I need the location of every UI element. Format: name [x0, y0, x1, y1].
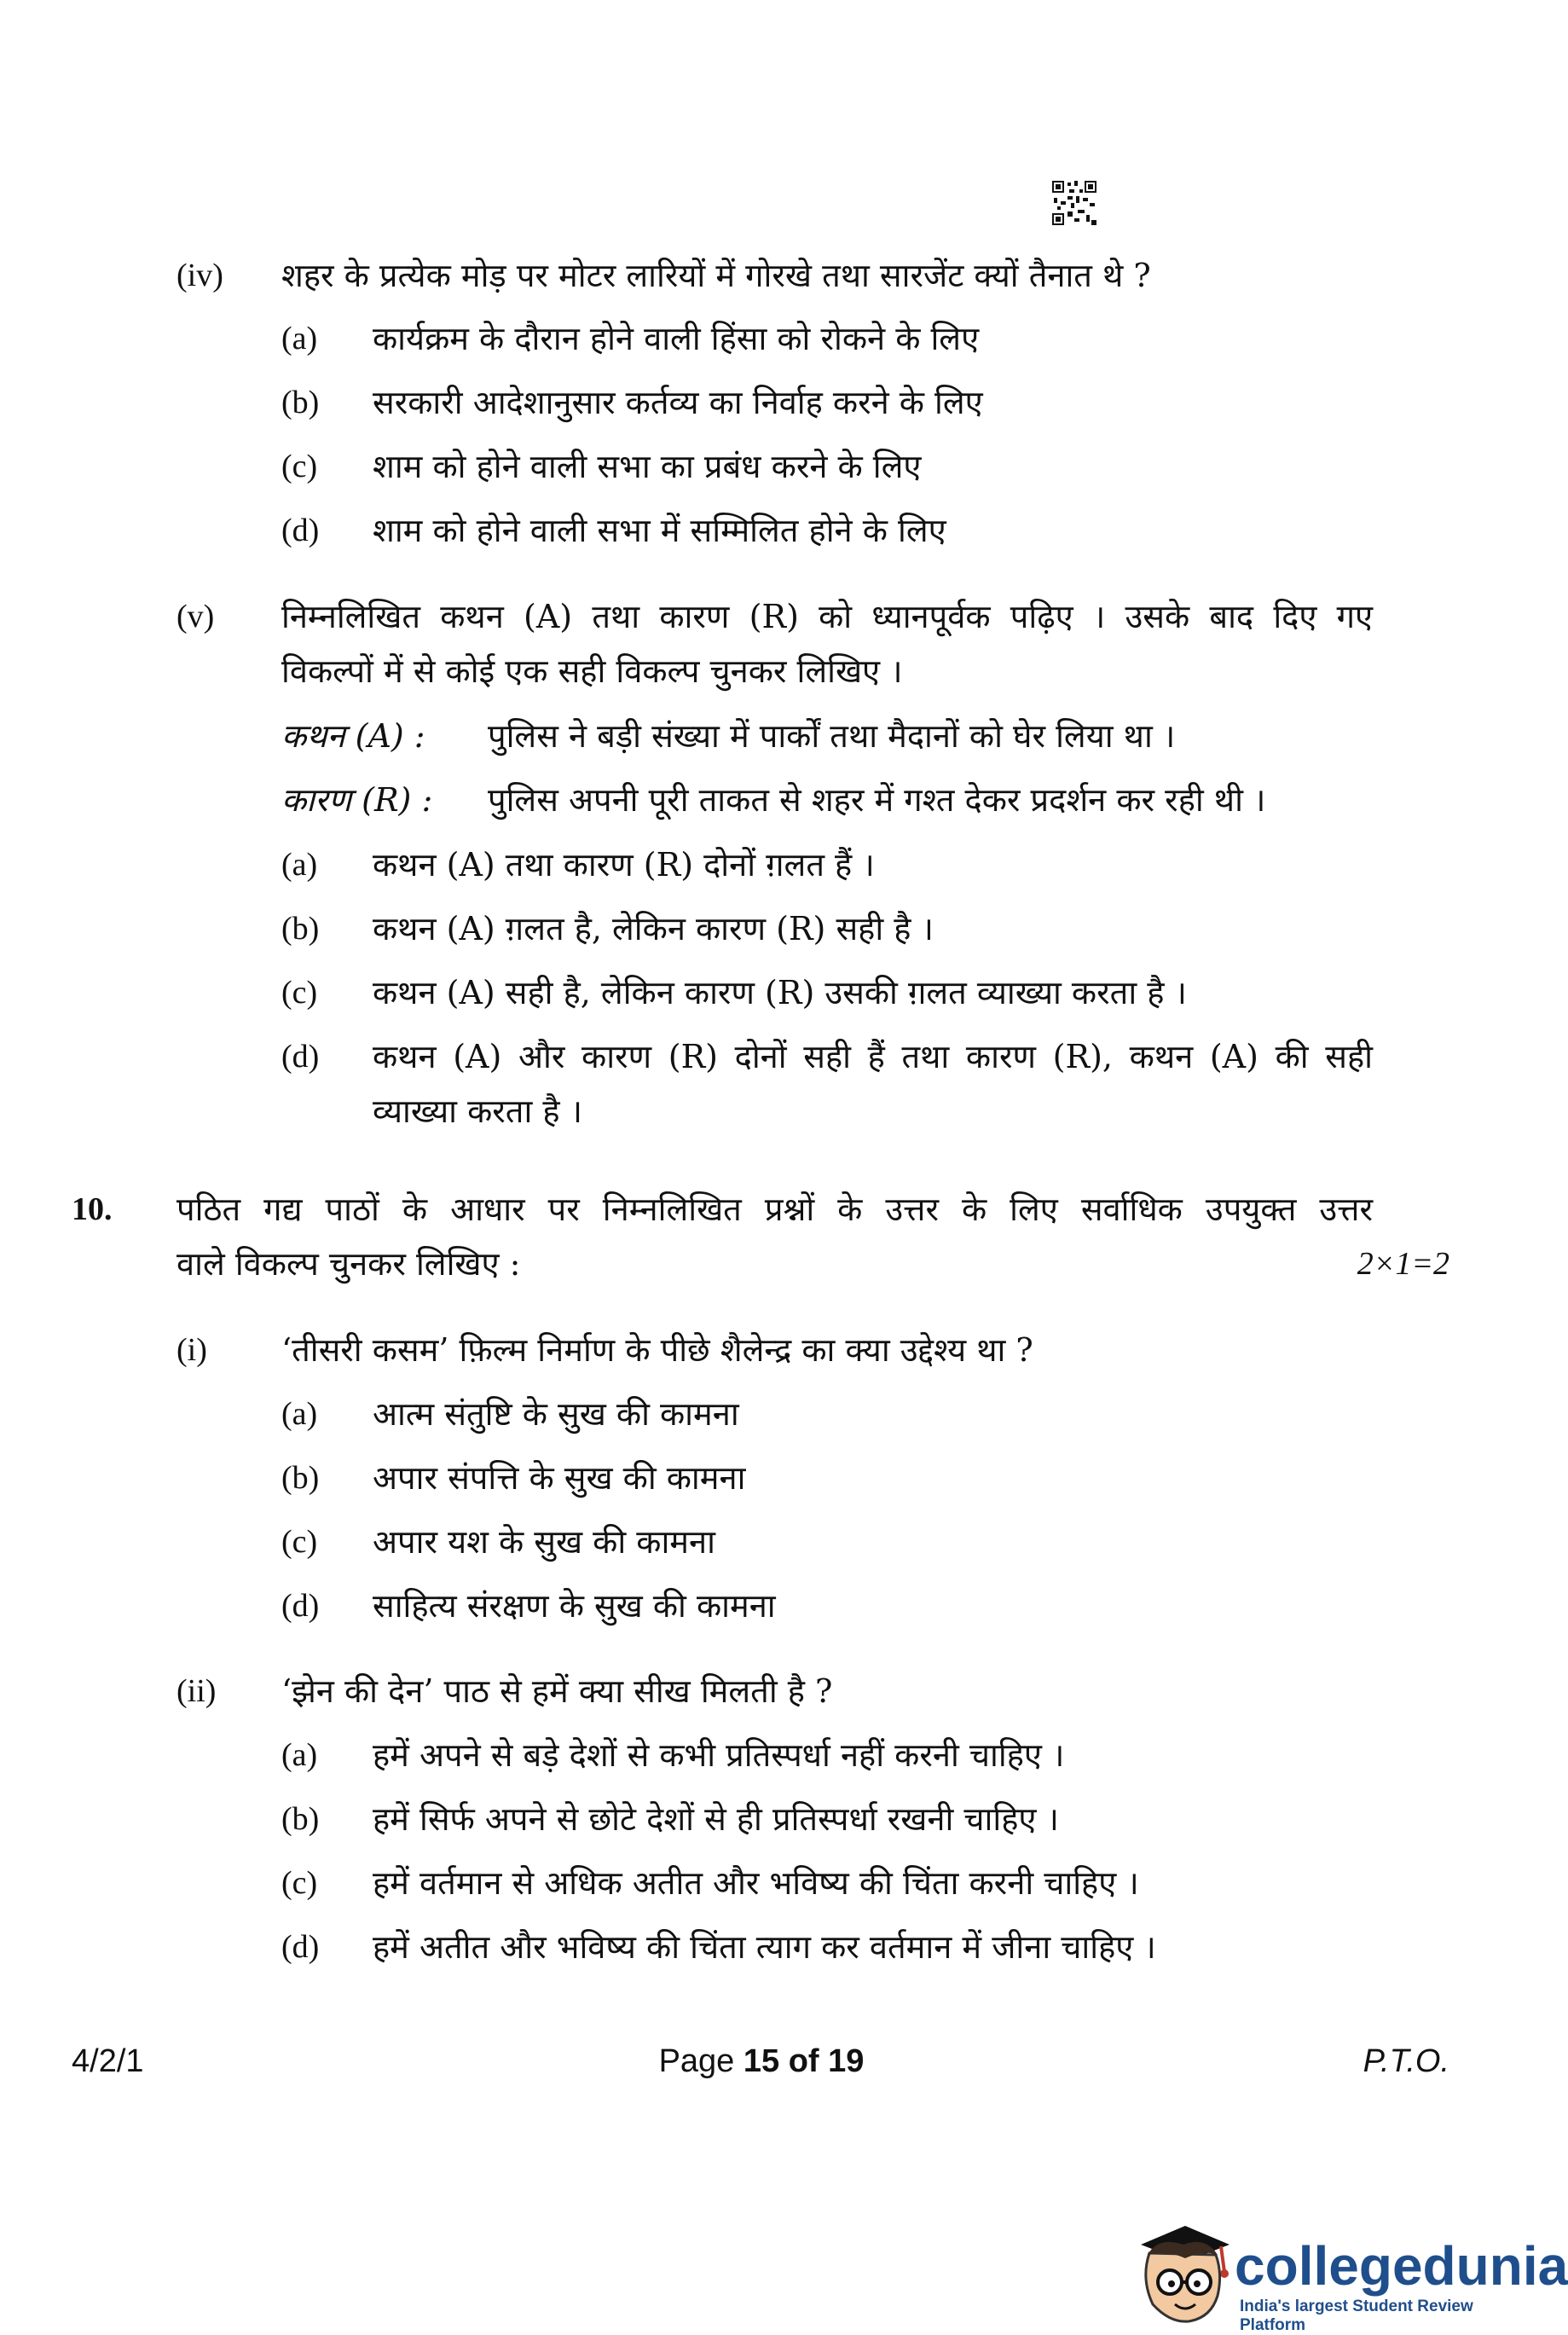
option-text: हमें अतीत और भविष्य की चिंता त्याग कर वर्तमान में जीना चाहिए । — [373, 1928, 1156, 1966]
option-text: आत्म संतुष्टि के सुख की कामना — [373, 1395, 739, 1433]
option-text: सरकारी आदेशानुसार कर्तव्य का निर्वाह करने के लिए — [373, 384, 983, 421]
option-text: हमें सिर्फ अपने से छोटे देशों से ही प्रतिस्पर्धा रखनी चाहिए । — [373, 1800, 1059, 1838]
question-text-i: ‘तीसरी कसम’ फ़िल्म निर्माण के पीछे शैलेन्द्र का क्या उद्देश्य था ? — [281, 1331, 1033, 1369]
option-label: (b) — [281, 385, 320, 420]
question-label-i: (i) — [176, 1332, 207, 1368]
collegedunia-tagline: India's largest Student Review Platform — [1240, 2297, 1473, 2334]
option-label: (d) — [281, 1588, 320, 1624]
option-text: शाम को होने वाली सभा में सम्मिलित होने के लिए — [373, 512, 946, 549]
question-text-10-line2: वाले विकल्प चुनकर लिखिए : — [176, 1245, 521, 1283]
marks: 2×1=2 — [1357, 1246, 1449, 1282]
collegedunia-brand: collegedunia — [1235, 2235, 1568, 2297]
question-number-10: 10. — [72, 1191, 113, 1227]
option-text: कथन (A) तथा कारण (R) दोनों ग़लत हैं । — [373, 846, 875, 884]
question-label-iv: (iv) — [176, 258, 223, 293]
option-label: (d) — [281, 513, 320, 548]
option-label: (d) — [281, 1929, 320, 1965]
option-text: हमें अपने से बड़े देशों से कभी प्रतिस्पर्धा नहीं करनी चाहिए । — [373, 1736, 1065, 1774]
collegedunia-watermark — [1132, 2204, 1568, 2334]
reason-label: कारण (R) : — [281, 781, 433, 819]
page-of: of — [779, 2043, 829, 2079]
qr-code-icon — [1050, 179, 1098, 227]
option-label: (a) — [281, 321, 318, 356]
option-text: साहित्य संरक्षण के सुख की कामना — [373, 1587, 776, 1625]
option-label: (a) — [281, 1737, 318, 1773]
option-text: कार्यक्रम के दौरान होने वाली हिंसा को रोकने के लिए — [373, 320, 980, 357]
option-label: (d) — [281, 1039, 320, 1075]
option-text: हमें वर्तमान से अधिक अतीत और भविष्य की चिंता करनी चाहिए । — [373, 1864, 1139, 1902]
option-text: कथन (A) सही है, लेकिन कारण (R) उसकी ग़लत व्याख्या करता है । — [373, 974, 1187, 1011]
question-text-v-line2: विकल्पों में से कोई एक सही विकल्प चुनकर लिखिए । — [281, 652, 903, 690]
paper-code: 4/2/1 — [72, 2043, 144, 2079]
page-total: 19 — [828, 2043, 865, 2079]
option-label: (c) — [281, 1524, 318, 1560]
option-text: कथन (A) ग़लत है, लेकिन कारण (R) सही है । — [373, 910, 934, 947]
option-text: शाम को होने वाली सभा का प्रबंध करने के लिए — [373, 448, 922, 485]
option-label: (b) — [281, 911, 320, 947]
option-label: (c) — [281, 1865, 318, 1901]
option-label: (a) — [281, 847, 318, 883]
question-text-ii: ‘झेन की देन’ पाठ से हमें क्या सीख मिलती है ? — [281, 1672, 833, 1710]
pto-label: P.T.O. — [1363, 2043, 1449, 2079]
question-label-v: (v) — [176, 599, 215, 634]
option-label: (b) — [281, 1460, 320, 1496]
question-text-v-line1: निम्नलिखित कथन (A) तथा कारण (R) को ध्यानपूर्वक पढ़िए । उसके बाद दिए गए — [281, 598, 1373, 635]
assertion-label: कथन (A) : — [281, 717, 425, 755]
assertion-text: पुलिस ने बड़ी संख्या में पार्कों तथा मैदानों को घेर लिया था । — [488, 717, 1176, 755]
option-text: कथन (A) और कारण (R) दोनों सही हैं तथा कारण (R), कथन (A) की सही — [373, 1038, 1373, 1075]
option-label: (c) — [281, 975, 318, 1011]
question-label-ii: (ii) — [176, 1673, 217, 1709]
option-text: अपार संपत्ति के सुख की कामना — [373, 1459, 746, 1497]
option-label: (c) — [281, 449, 318, 484]
question-text-10-line1: पठित गद्य पाठों के आधार पर निम्नलिखित प्रश्नों के उत्तर के लिए सर्वाधिक उपयुक्त उत्तर — [176, 1191, 1373, 1228]
page-current: 15 — [743, 2043, 780, 2079]
option-text-continued: व्याख्या करता है । — [373, 1092, 583, 1130]
question-text-iv: शहर के प्रत्येक मोड़ पर मोटर लारियों में गोरखे तथा सारजेंट क्यों तैनात थे ? — [281, 257, 1151, 294]
option-label: (b) — [281, 1801, 320, 1837]
option-text: अपार यश के सुख की कामना — [373, 1523, 715, 1561]
page-prefix: Page — [658, 2043, 743, 2079]
student-mascot-icon — [1132, 2210, 1235, 2325]
option-label: (a) — [281, 1396, 318, 1432]
reason-text: पुलिस अपनी पूरी ताकत से शहर में गश्त देकर प्रदर्शन कर रही थी । — [488, 781, 1266, 819]
